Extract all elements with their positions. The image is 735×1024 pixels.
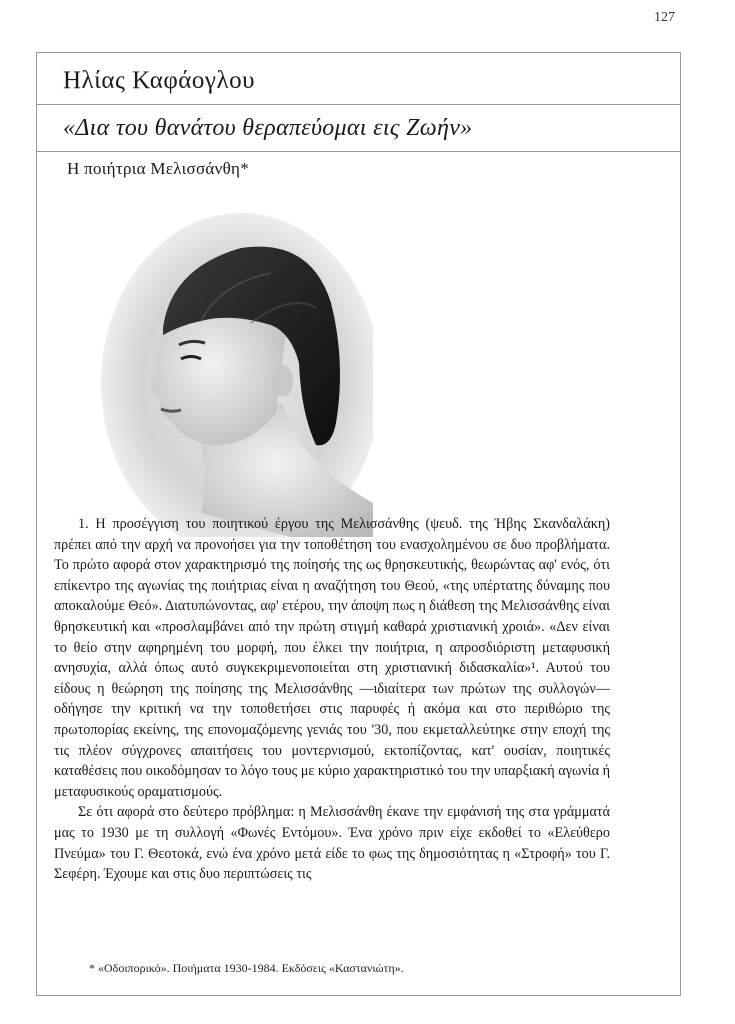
header-rule: [37, 104, 680, 105]
body-paragraph: Σε ότι αφορά στο δεύτερο πρόβλημα: η Μελισσάνθη έκανε την εμφάνισή της στα γράμματά μας το 1930 με τη συλλογή «Φωνές Εντόμου». Ένα χρόνο πριν είχε εκδοθεί το «Ελεύθερο Πνεύμα» του Γ. Θεοτοκά, ενώ ένα χρόνο μετά είδε το φως της δημοσιότητας η «Στροφή» του Γ. Σεφέρη. Έχουμε και στις δυο περιπτώσεις τις: [54, 804, 610, 883]
body-paragraph: 1. Η προσέγγιση του ποιητικού έργου της Μελισσάνθης (ψευδ. της Ήβης Σκανδαλάκη) πρέπει από την αρχή να προνοήσει για την τοποθέτηση του ενασχολημένου σε δυο προβλήματα. Το πρώτο αφορά στον χαρακτηρισμό της ποίησής της ως θρησκευτικής, θεωρώντας αφ' ενός, ότι επίκεντρο της αγωνίας της ποιήτριας είναι η αναζήτηση του Θεού, «της υπέρτατης δύναμης που αποκαλούμε Θεό». Διατυπώνοντας, αφ' ετέρου, την άποψη πως η διάθεση της Μελισσάνθης είναι θρησκευτική και «προσλαμβάνει από την πρώτη στιγμή καθαρά χριστιανική χροιά». «Δεν είναι το θείο στην αφηρημένη του μορφή, που έλκει την ποιήτρια, η απροσδιόριστη μεταφυσική ανησυχία, αλλά όπως αυτό συγκεκριμενοποιείται στη χριστιανική διδασκαλία»¹. Αυτού του είδους η θεώρηση της ποίησης της Μελισσάνθης —ιδιαίτερα των πρώτων της συλλογών— οδήγησε την κριτική να την τοποθετήσει στις παρυφές ή ακόμα και στο περιθώριο της πρωτοπορίας εκείνης, της επονομαζόμενης γενιάς του '30, που εκμεταλλεύτηκε στην εποχή της τις πλέον σύγχρονες απαιτήσεις του μοντερνισμού, εκτοπίζοντας, κατ' ουσίαν, ποιητικές καταθέσεις που οικοδόμησαν το λόγο τους με κύριο χαρακτηριστικό του την υπαρξιακή αγωνία ή μεταφυσικούς οραματισμούς.: [54, 516, 610, 800]
article-body: [54, 514, 610, 885]
article-title: «Δια του θανάτου θεραπεύομαι εις Ζωήν»: [63, 115, 473, 141]
author-name: Ηλίας Καφάογλου: [63, 67, 255, 94]
footnote: * «Οδοιπορικό». Ποιήματα 1930-1984. Εκδόσεις «Καστανιώτη».: [89, 961, 404, 975]
page-number: 127: [654, 10, 675, 25]
portrait-photo-icon: [101, 213, 373, 537]
title-rule: [37, 151, 680, 152]
article-subtitle: Η ποιήτρια Μελισσάνθη*: [67, 159, 250, 178]
